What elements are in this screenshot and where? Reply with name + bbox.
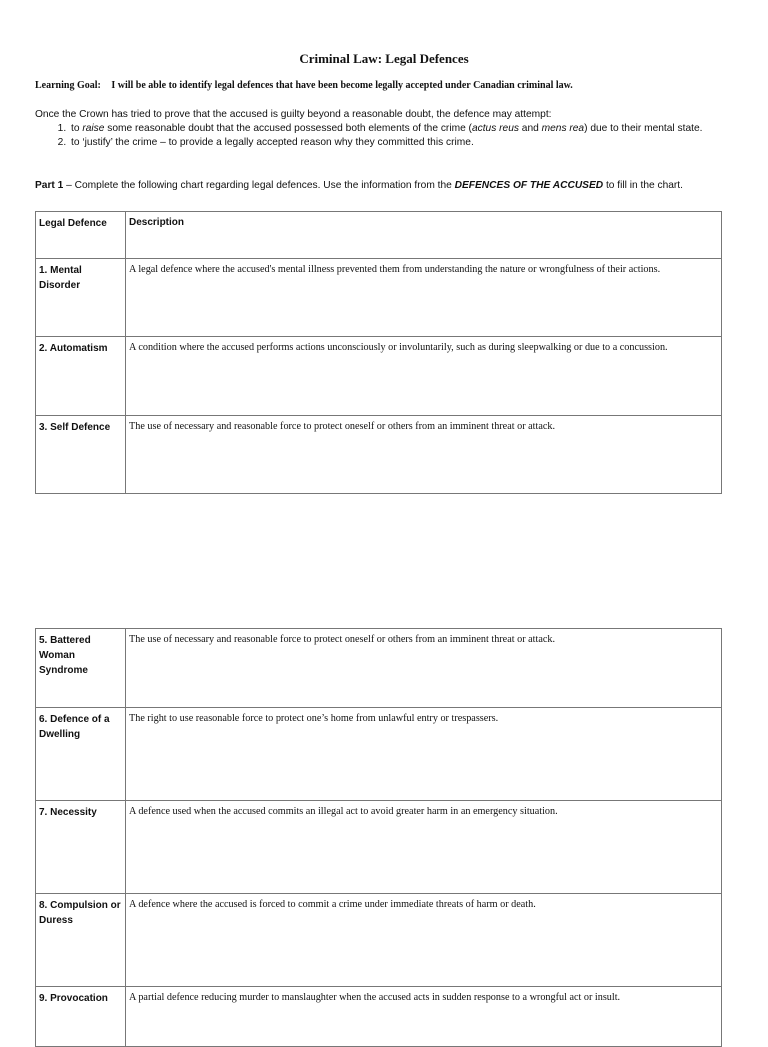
defence-description: A partial defence reducing murder to manslaughter when the accused acts in sudden response to a wrongful act or insult.	[126, 987, 722, 1047]
defence-name: 2. Automatism	[36, 337, 126, 416]
table-row	[36, 416, 722, 494]
defences-table-2	[35, 628, 722, 1047]
table-row	[36, 987, 722, 1047]
table-row	[36, 337, 722, 416]
defence-name: 9. Provocation	[36, 987, 126, 1047]
part1-emphasis: DEFENCES OF THE ACCUSED	[454, 180, 604, 191]
defence-description: A defence used when the accused commits an illegal act to avoid greater harm in an emergency situation.	[126, 801, 722, 894]
intro-item-1-emphasis: mens rea	[541, 123, 585, 134]
intro-item-1-text: some reasonable doubt that the accused possessed both elements of the crime (	[104, 123, 472, 134]
table-header-row	[36, 212, 722, 259]
intro-list	[35, 122, 755, 150]
defence-description: A condition where the accused performs actions unconsciously or involuntarily, such as during sleepwalking or due to a concussion.	[126, 337, 722, 416]
intro-item-1-emphasis: actus reus	[471, 123, 519, 134]
defence-description: The use of necessary and reasonable force to protect oneself or others from an imminent threat or attack.	[126, 629, 722, 708]
table-row	[36, 629, 722, 708]
defence-name: 3. Self Defence	[36, 416, 126, 494]
learning-goal-label: Learning Goal:	[35, 80, 101, 91]
defence-name: 8. Compulsion or Duress	[36, 894, 126, 987]
learning-goal-text: I will be able to identify legal defences that have been become legally accepted under Canadian criminal law.	[111, 80, 573, 91]
table-row	[36, 259, 722, 337]
part1-text: – Complete the following chart regarding legal defences. Use the information from the	[63, 180, 455, 191]
intro-item-1-text: and	[518, 123, 542, 134]
header-description: Description	[126, 212, 722, 259]
defence-name: 1. Mental Disorder	[36, 259, 126, 337]
intro-item-1-emphasis: raise	[82, 123, 105, 134]
defence-name: 7. Necessity	[36, 801, 126, 894]
intro-section	[35, 108, 755, 150]
defences-table-1	[35, 211, 722, 494]
table-row	[36, 801, 722, 894]
intro-item-2: 2. to ‘justify’ the crime – to provide a legally accepted reason why they committed this crime.	[69, 136, 755, 150]
table-row	[36, 708, 722, 801]
intro-item-1-text: ) due to their mental state.	[584, 123, 703, 134]
document-title: Criminal Law: Legal Defences	[299, 51, 469, 66]
defence-name: 5. Battered Woman Syndrome	[36, 629, 126, 708]
part1-instructions	[35, 180, 755, 191]
defence-name: 6. Defence of a Dwelling	[36, 708, 126, 801]
defence-description: The right to use reasonable force to protect one’s home from unlawful entry or trespassers.	[126, 708, 722, 801]
learning-goal	[35, 80, 755, 91]
intro-item-1-text: to	[71, 123, 83, 134]
defence-description: A legal defence where the accused's mental illness prevented them from understanding the nature or wrongfulness of their actions.	[126, 259, 722, 337]
intro-item-1	[69, 122, 755, 136]
table-row	[36, 894, 722, 987]
header-legal-defence: Legal Defence	[36, 212, 126, 259]
defence-description: A defence where the accused is forced to commit a crime under immediate threats of harm or death.	[126, 894, 722, 987]
part1-label: Part 1	[35, 180, 64, 191]
intro-lead: Once the Crown has tried to prove that the accused is guilty beyond a reasonable doubt, the defence may attempt:	[35, 109, 552, 120]
part1-text: to fill in the chart.	[603, 180, 683, 191]
defence-description: The use of necessary and reasonable force to protect oneself or others from an imminent threat or attack.	[126, 416, 722, 494]
